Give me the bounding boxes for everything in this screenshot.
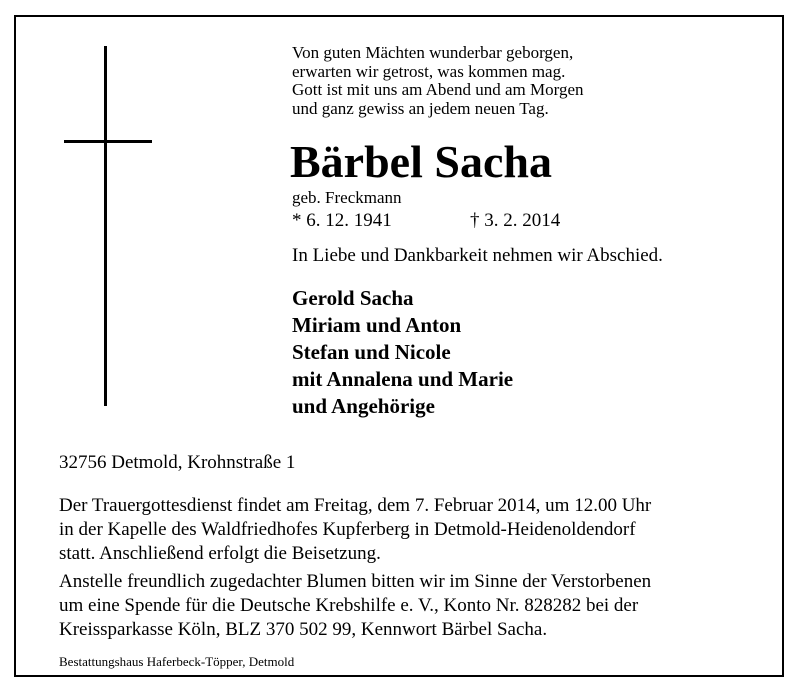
poem-line: Von guten Mächten wunderbar geborgen,: [292, 43, 574, 62]
funeral-home: Bestattungshaus Haferbeck-Töpper, Detmold: [59, 654, 295, 669]
service-info: [59, 494, 651, 566]
donation-line: Kreissparkasse Köln, BLZ 370 502 99, Kennwort Bärbel Sacha.: [59, 619, 548, 640]
cross-horizontal-bar: [64, 140, 152, 143]
mourner-line: Gerold Sacha: [292, 286, 414, 310]
death-date: † 3. 2. 2014: [470, 210, 561, 231]
mourners-list: [292, 285, 513, 420]
birth-name: geb. Freckmann: [292, 188, 402, 207]
service-line: in der Kapelle des Waldfriedhofes Kupferberg in Detmold-Heidenoldendorf: [59, 519, 636, 540]
donation-info: [59, 570, 651, 642]
farewell-text: In Liebe und Dankbarkeit nehmen wir Abschied.: [292, 245, 663, 266]
donation-line: Anstelle freundlich zugedachter Blumen bitten wir im Sinne der Verstorbenen: [59, 571, 652, 592]
birth-date: * 6. 12. 1941: [292, 210, 392, 231]
cross-vertical-bar: [104, 46, 107, 406]
mourner-line: Miriam und Anton: [292, 313, 462, 337]
poem-line: erwarten wir getrost, was kommen mag.: [292, 61, 566, 81]
mourner-line: Stefan und Nicole: [292, 340, 451, 364]
service-line: statt. Anschließend erfolgt die Beisetzung.: [59, 543, 381, 564]
donation-line: um eine Spende für die Deutsche Krebshilfe e. V., Konto Nr. 828282 bei der: [59, 595, 639, 616]
service-line: Der Trauergottesdienst findet am Freitag, dem 7. Februar 2014, um 12.00 Uhr: [59, 495, 652, 516]
deceased-name: Bärbel Sacha: [290, 136, 552, 187]
poem-line: und ganz gewiss an jedem neuen Tag.: [292, 98, 549, 118]
address: 32756 Detmold, Krohnstraße 1: [59, 452, 296, 473]
mourner-line: mit Annalena und Marie: [292, 367, 514, 391]
mourner-line: und Angehörige: [292, 394, 435, 418]
poem: [292, 44, 584, 118]
poem-line: Gott ist mit uns am Abend und am Morgen: [292, 80, 584, 99]
